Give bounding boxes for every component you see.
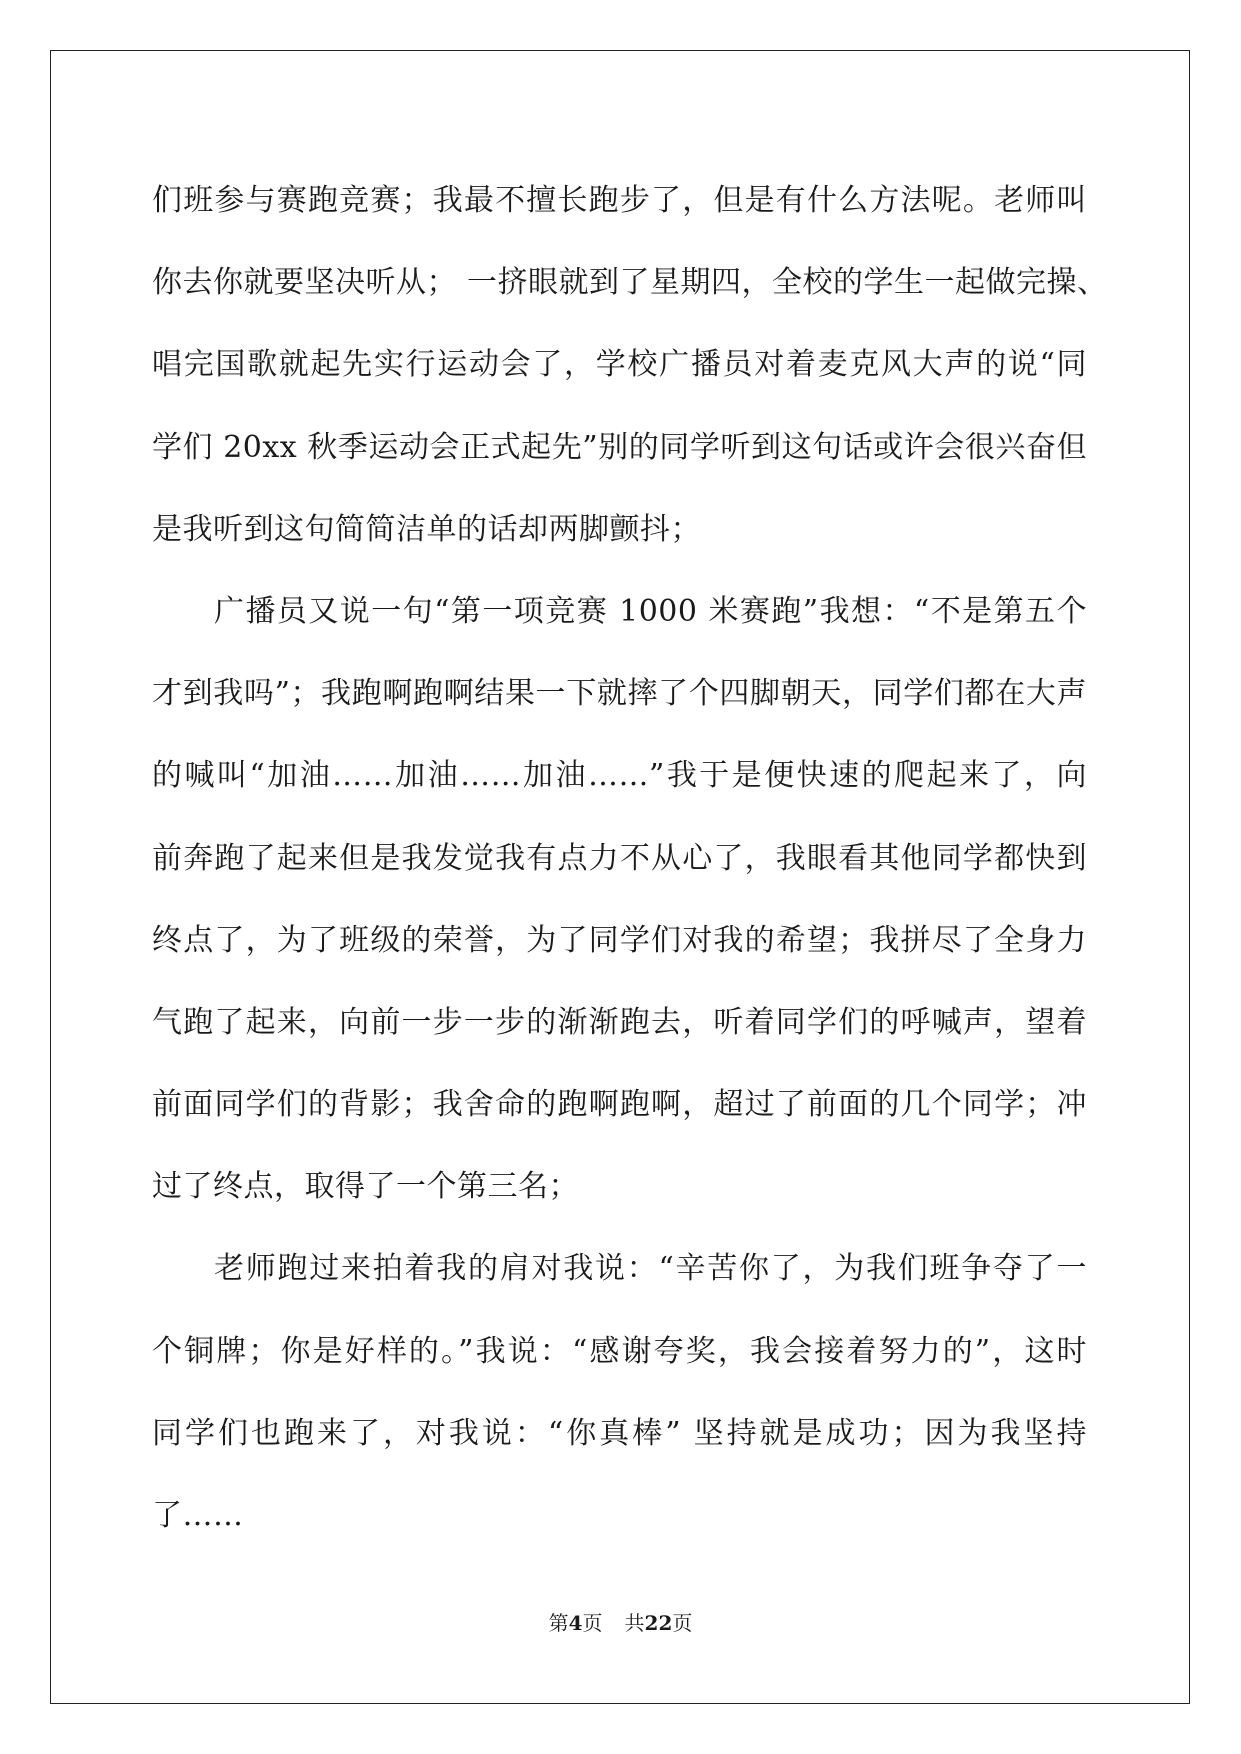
text-line: 过了终点，取得了一个第三名； xyxy=(152,1169,579,1205)
text-line: 前奔跑了起来但是我发觉我有点力不从心了，我眼看其他同学都快到 xyxy=(152,840,1087,876)
total-pages: 22 xyxy=(644,1611,673,1635)
text-line: 才到我吗”；我跑啊跑啊结果一下就摔了个四脚朝天，同学们都在大声 xyxy=(152,676,1087,712)
page-footer xyxy=(0,1610,1241,1636)
document-body xyxy=(152,160,1108,1557)
text-line: 你去你就要坚决听从； 一挤眼就到了星期四，全校的学生一起做完操、 xyxy=(152,265,1108,301)
paragraph-2 xyxy=(152,571,1087,1229)
paragraph-1 xyxy=(152,160,1108,571)
text-line: 同学们也跑来了，对我说：“你真棒” 坚持就是成功；因为我坚持 xyxy=(152,1415,1087,1451)
footer-total-suffix: 页 xyxy=(672,1611,693,1635)
text-line: 学们 20xx 秋季运动会正式起先”别的同学听到这句话或许会很兴奋但 xyxy=(152,429,1087,465)
text-line: 们班参与赛跑竞赛；我最不擅长跑步了，但是有什么方法呢。老师叫 xyxy=(152,183,1087,218)
paragraph-3 xyxy=(152,1228,1087,1557)
text-line: 前面同学们的背影；我舍命的跑啊跑啊，超过了前面的几个同学；冲 xyxy=(152,1087,1087,1123)
text-line: 个铜牌；你是好样的。”我说：“感谢夸奖，我会接着努力的”，这时 xyxy=(152,1333,1087,1369)
text-line: 广播员又说一句“第一项竞赛 1000 米赛跑”我想：“不是第五个 xyxy=(214,593,1087,629)
text-line: 唱完国歌就起先实行运动会了，学校广播员对着麦克风大声的说“同 xyxy=(152,347,1087,383)
text-line: 是我听到这句简简洁单的话却两脚颤抖； xyxy=(152,511,701,547)
text-line: 的喊叫“加油……加油……加油……”我于是便快速的爬起来了，向 xyxy=(152,758,1087,794)
footer-page-suffix: 页 xyxy=(582,1611,603,1635)
text-line: 了…… xyxy=(152,1498,244,1533)
text-line: 老师跑过来拍着我的肩对我说：“辛苦你了，为我们班争夺了一 xyxy=(214,1251,1087,1287)
text-line: 气跑了起来，向前一步一步的渐渐跑去，听着同学们的呼喊声，望着 xyxy=(152,1004,1087,1040)
footer-total-prefix: 共 xyxy=(624,1611,645,1635)
footer-prefix: 第 xyxy=(548,1611,569,1635)
page-number: 4 xyxy=(568,1611,583,1635)
text-line: 终点了，为了班级的荣誉，为了同学们对我的希望；我拼尽了全身力 xyxy=(152,922,1087,958)
